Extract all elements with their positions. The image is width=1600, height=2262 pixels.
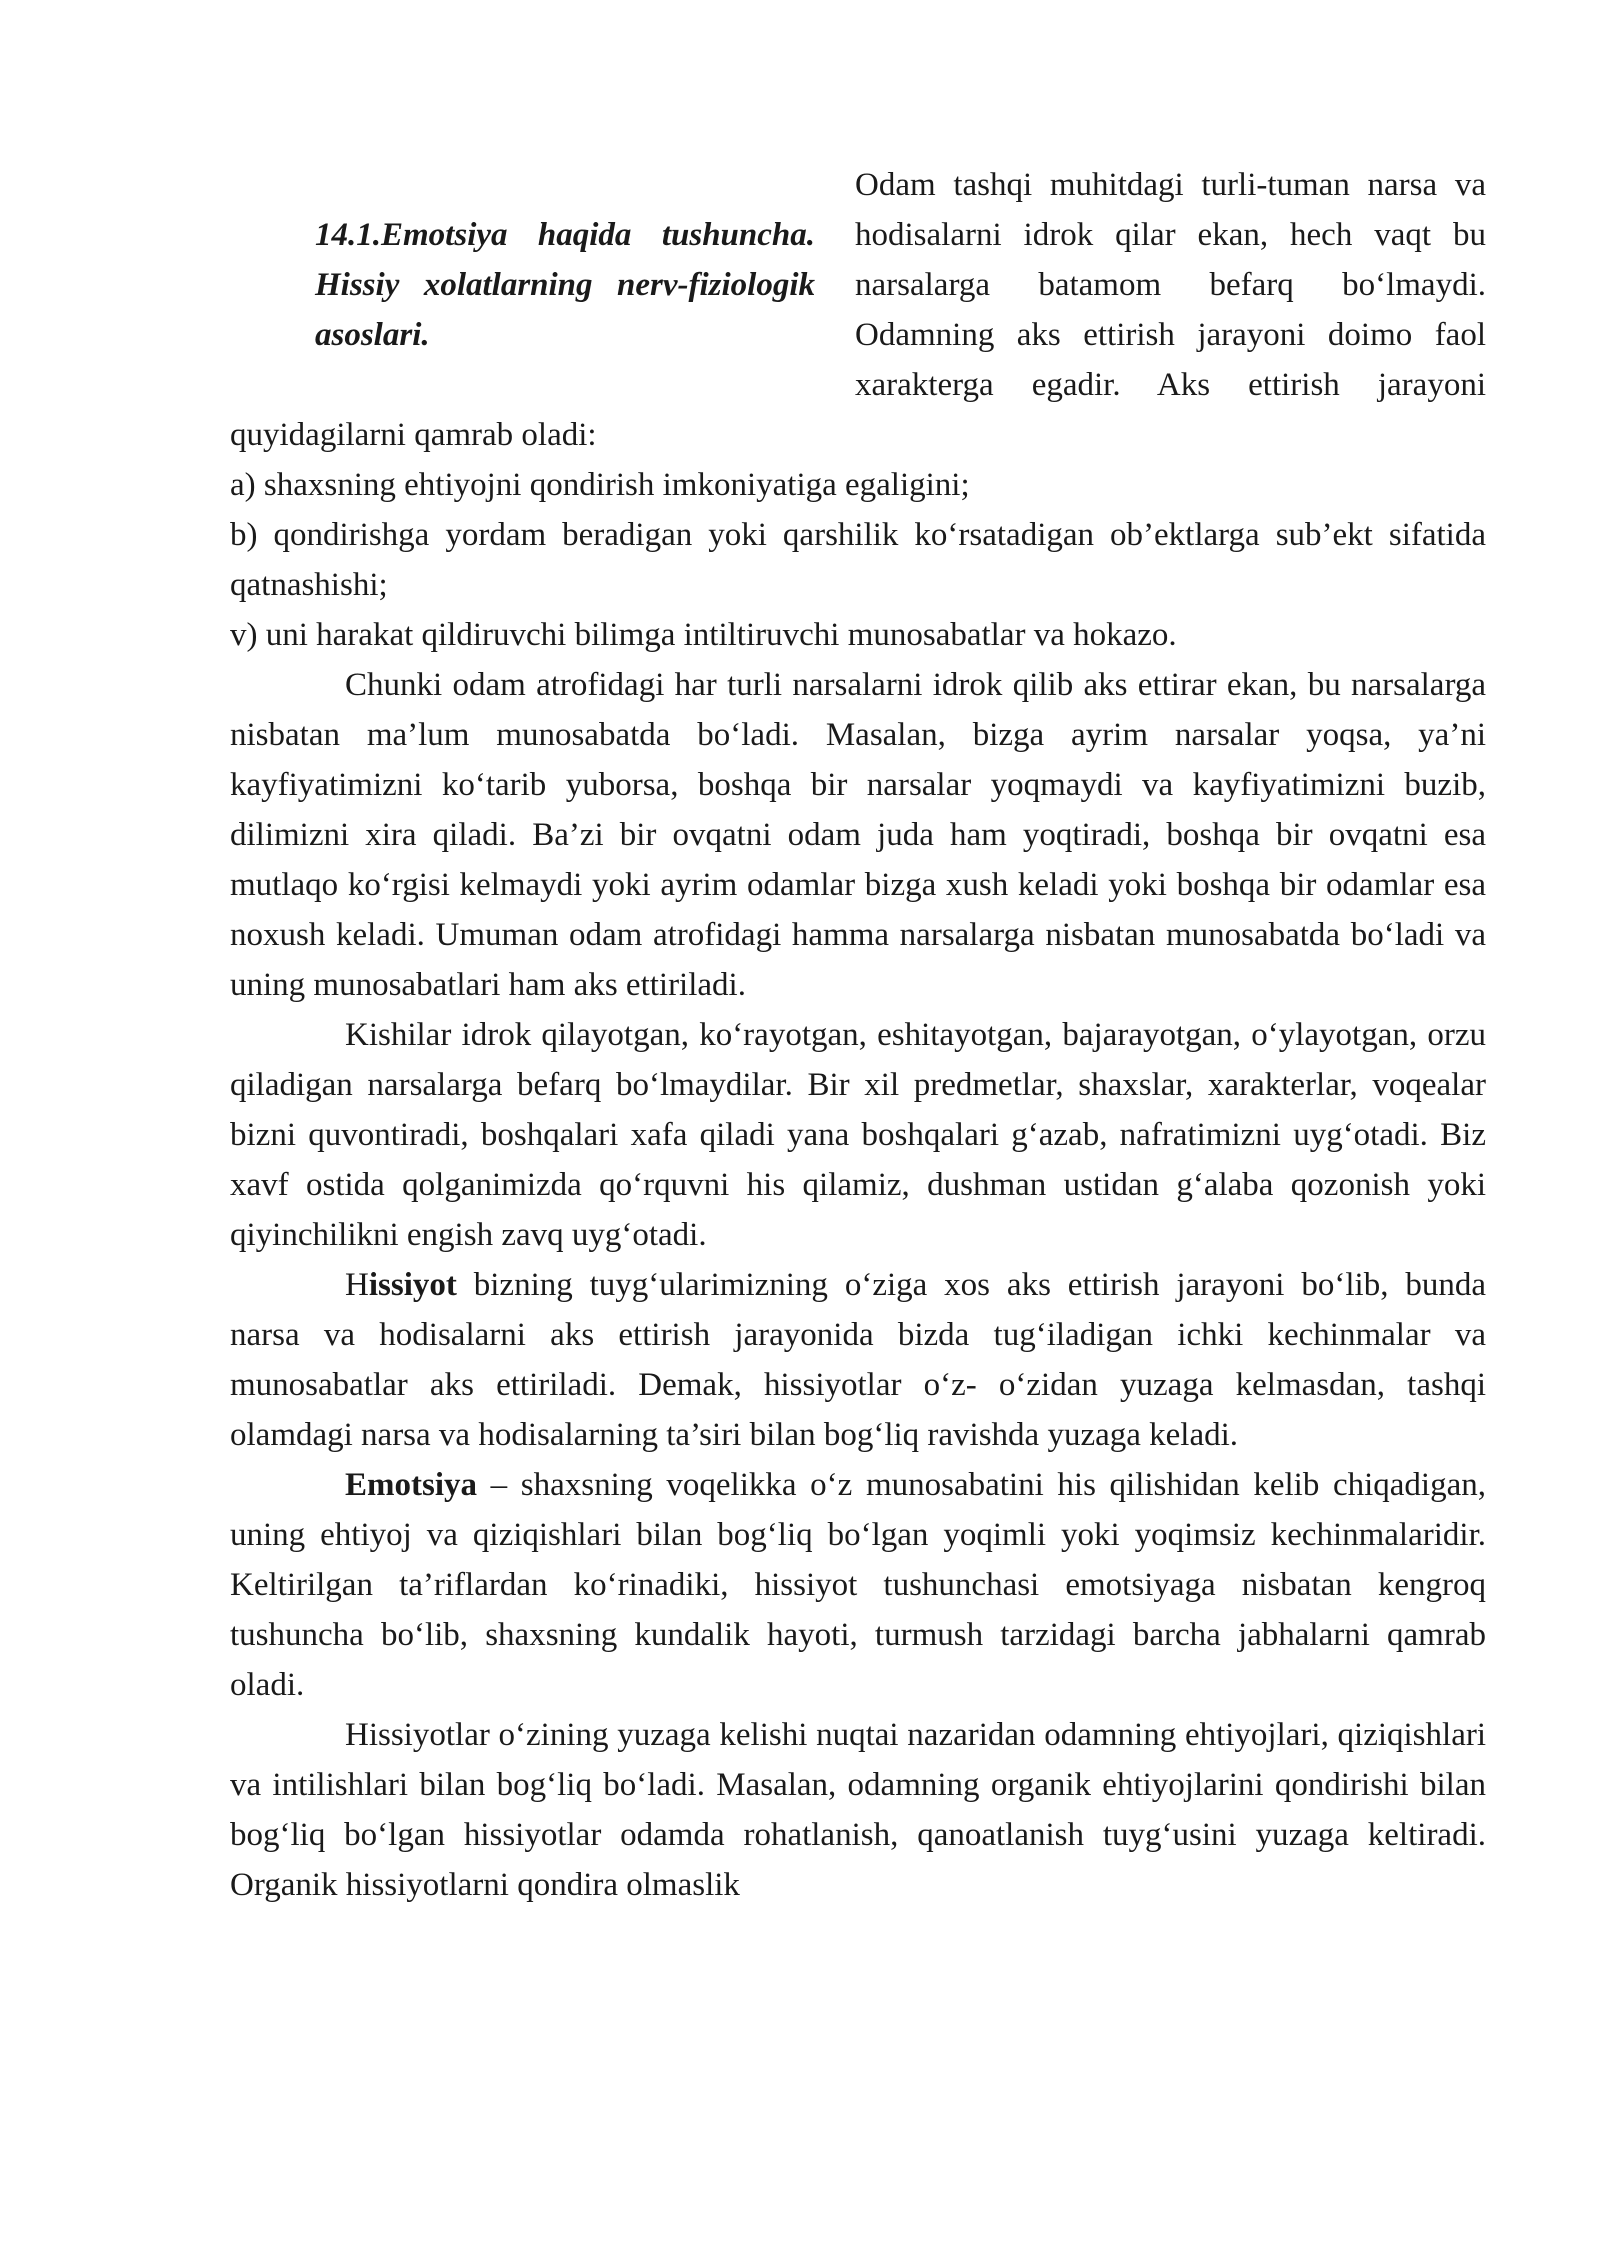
term-emotsiya: Emotsiya bbox=[345, 1467, 477, 1503]
paragraph-3-lead: H bbox=[345, 1267, 369, 1303]
paragraph-2: Kishilar idrok qilayotgan, ko‘rayotgan, eshitayotgan, bajarayotgan, o‘ylayotgan, orzu qiladigan narsalarga befarq bo‘lmaydilar. Bir xil predmetlar, shaxslar, xarakterlar, voqealar bizni quvontiradi, boshqalari xafa qiladi yana boshqalari g‘azab, nafratimizni uyg‘otadi. Biz xavf ostida qolganimizda qo‘rquvni his qilamiz, dushman ustidan g‘alaba qozonish yoki qiyinchilikni engish zavq uyg‘otadi. bbox=[230, 1017, 1486, 1253]
list-item-b: b) qondirishga yordam beradigan yoki qarshilik ko‘rsatadigan ob’ektlarga sub’ekt sifatida qatnashishi; bbox=[230, 517, 1486, 603]
term-hissiyot: issiyot bbox=[368, 1267, 457, 1303]
top-block bbox=[230, 160, 1486, 410]
paragraph-4-body: – shaxsning voqelikka o‘z munosabatini his qilishidan kelib chiqadigan, uning ehtiyoj va qiziqishlari bilan bog‘liq bo‘lgan yoqimli yoki yoqimsiz kechinmalaridir. Keltirilgan ta’riflardan ko‘rinadiki, hissiyot tushunchasi emotsiyaga nisbatan kengroq tushuncha bo‘lib, shaxsning kundalik hayoti, turmush tarzidagi barcha jabhalarni qamrab oladi. bbox=[230, 1467, 1486, 1703]
paragraph-5: Hissiyotlar o‘zining yuzaga kelishi nuqtai nazaridan odamning ehtiyojlari, qiziqishlari va intilishlari bilan bog‘liq bo‘ladi. Masalan, odamning organik ehtiyojlarini qondirishi bilan bog‘liq bo‘lgan hissiyotlar odamda rohatlanish, qanoatlanish tuyg‘usini yuzaga keltiradi. Organik hissiyotlarni qondira olmaslik bbox=[230, 1717, 1486, 1903]
document-page bbox=[230, 160, 1486, 1910]
paragraph-3-body: bizning tuyg‘ularimizning o‘ziga xos aks ettirish jarayoni bo‘lib, bunda narsa va hodisalarni aks ettirish jarayonida bizda tug‘iladigan ichki kechinmalar va munosabatlar aks ettiriladi. Demak, hissiyotlar o‘z- o‘zidan yuzaga kelmasdan, tashqi olamdagi narsa va hodisalarning ta’siri bilan bog‘liq ravishda yuzaga keladi. bbox=[230, 1267, 1486, 1453]
list-item-a: a) shaxsning ehtiyojni qondirish imkoniyatiga egaligini; bbox=[230, 467, 970, 503]
intro-continuation: quyidagilarni qamrab oladi: bbox=[230, 417, 597, 453]
list-item-v: v) uni harakat qildiruvchi bilimga intiltiruvchi munosabatlar va hokazo. bbox=[230, 617, 1177, 653]
section-heading: 14.1.Emotsiya haqida tushuncha. Hissiy xolatlarning nerv-fiziologik asoslari. bbox=[315, 217, 815, 353]
paragraph-4 bbox=[230, 1460, 1486, 1710]
paragraph-1: Chunki odam atrofidagi har turli narsalarni idrok qilib aks ettirar ekan, bu narsalarga nisbatan ma’lum munosabatda bo‘ladi. Masalan, bizga ayrim narsalar yoqsa, ya’ni kayfiyatimizni ko‘tarib yuborsa, boshqa bir narsalar yoqmaydi va kayfiyatimizni buzib, dilimizni xira qiladi. Ba’zi bir ovqatni odam juda ham yoqtiradi, boshqa bir ovqatni esa mutlaqo ko‘rgisi kelmaydi yoki ayrim odamlar bizga xush keladi yoki boshqa bir odamlar esa noxush keladi. Umuman odam atrofidagi hamma narsalarga nisbatan munosabatda bo‘ladi va uning munosabatlari ham aks ettiriladi. bbox=[230, 667, 1486, 1003]
paragraph-3 bbox=[230, 1260, 1486, 1460]
intro-text: Odam tashqi muhitdagi turli-tuman narsa va hodisalarni idrok qilar ekan, hech vaqt bu narsalarga batamom befarq bo‘lmaydi. Odamning aks ettirish jarayoni doimo faol xarakterga egadir. Aks ettirish jarayoni bbox=[855, 167, 1486, 403]
